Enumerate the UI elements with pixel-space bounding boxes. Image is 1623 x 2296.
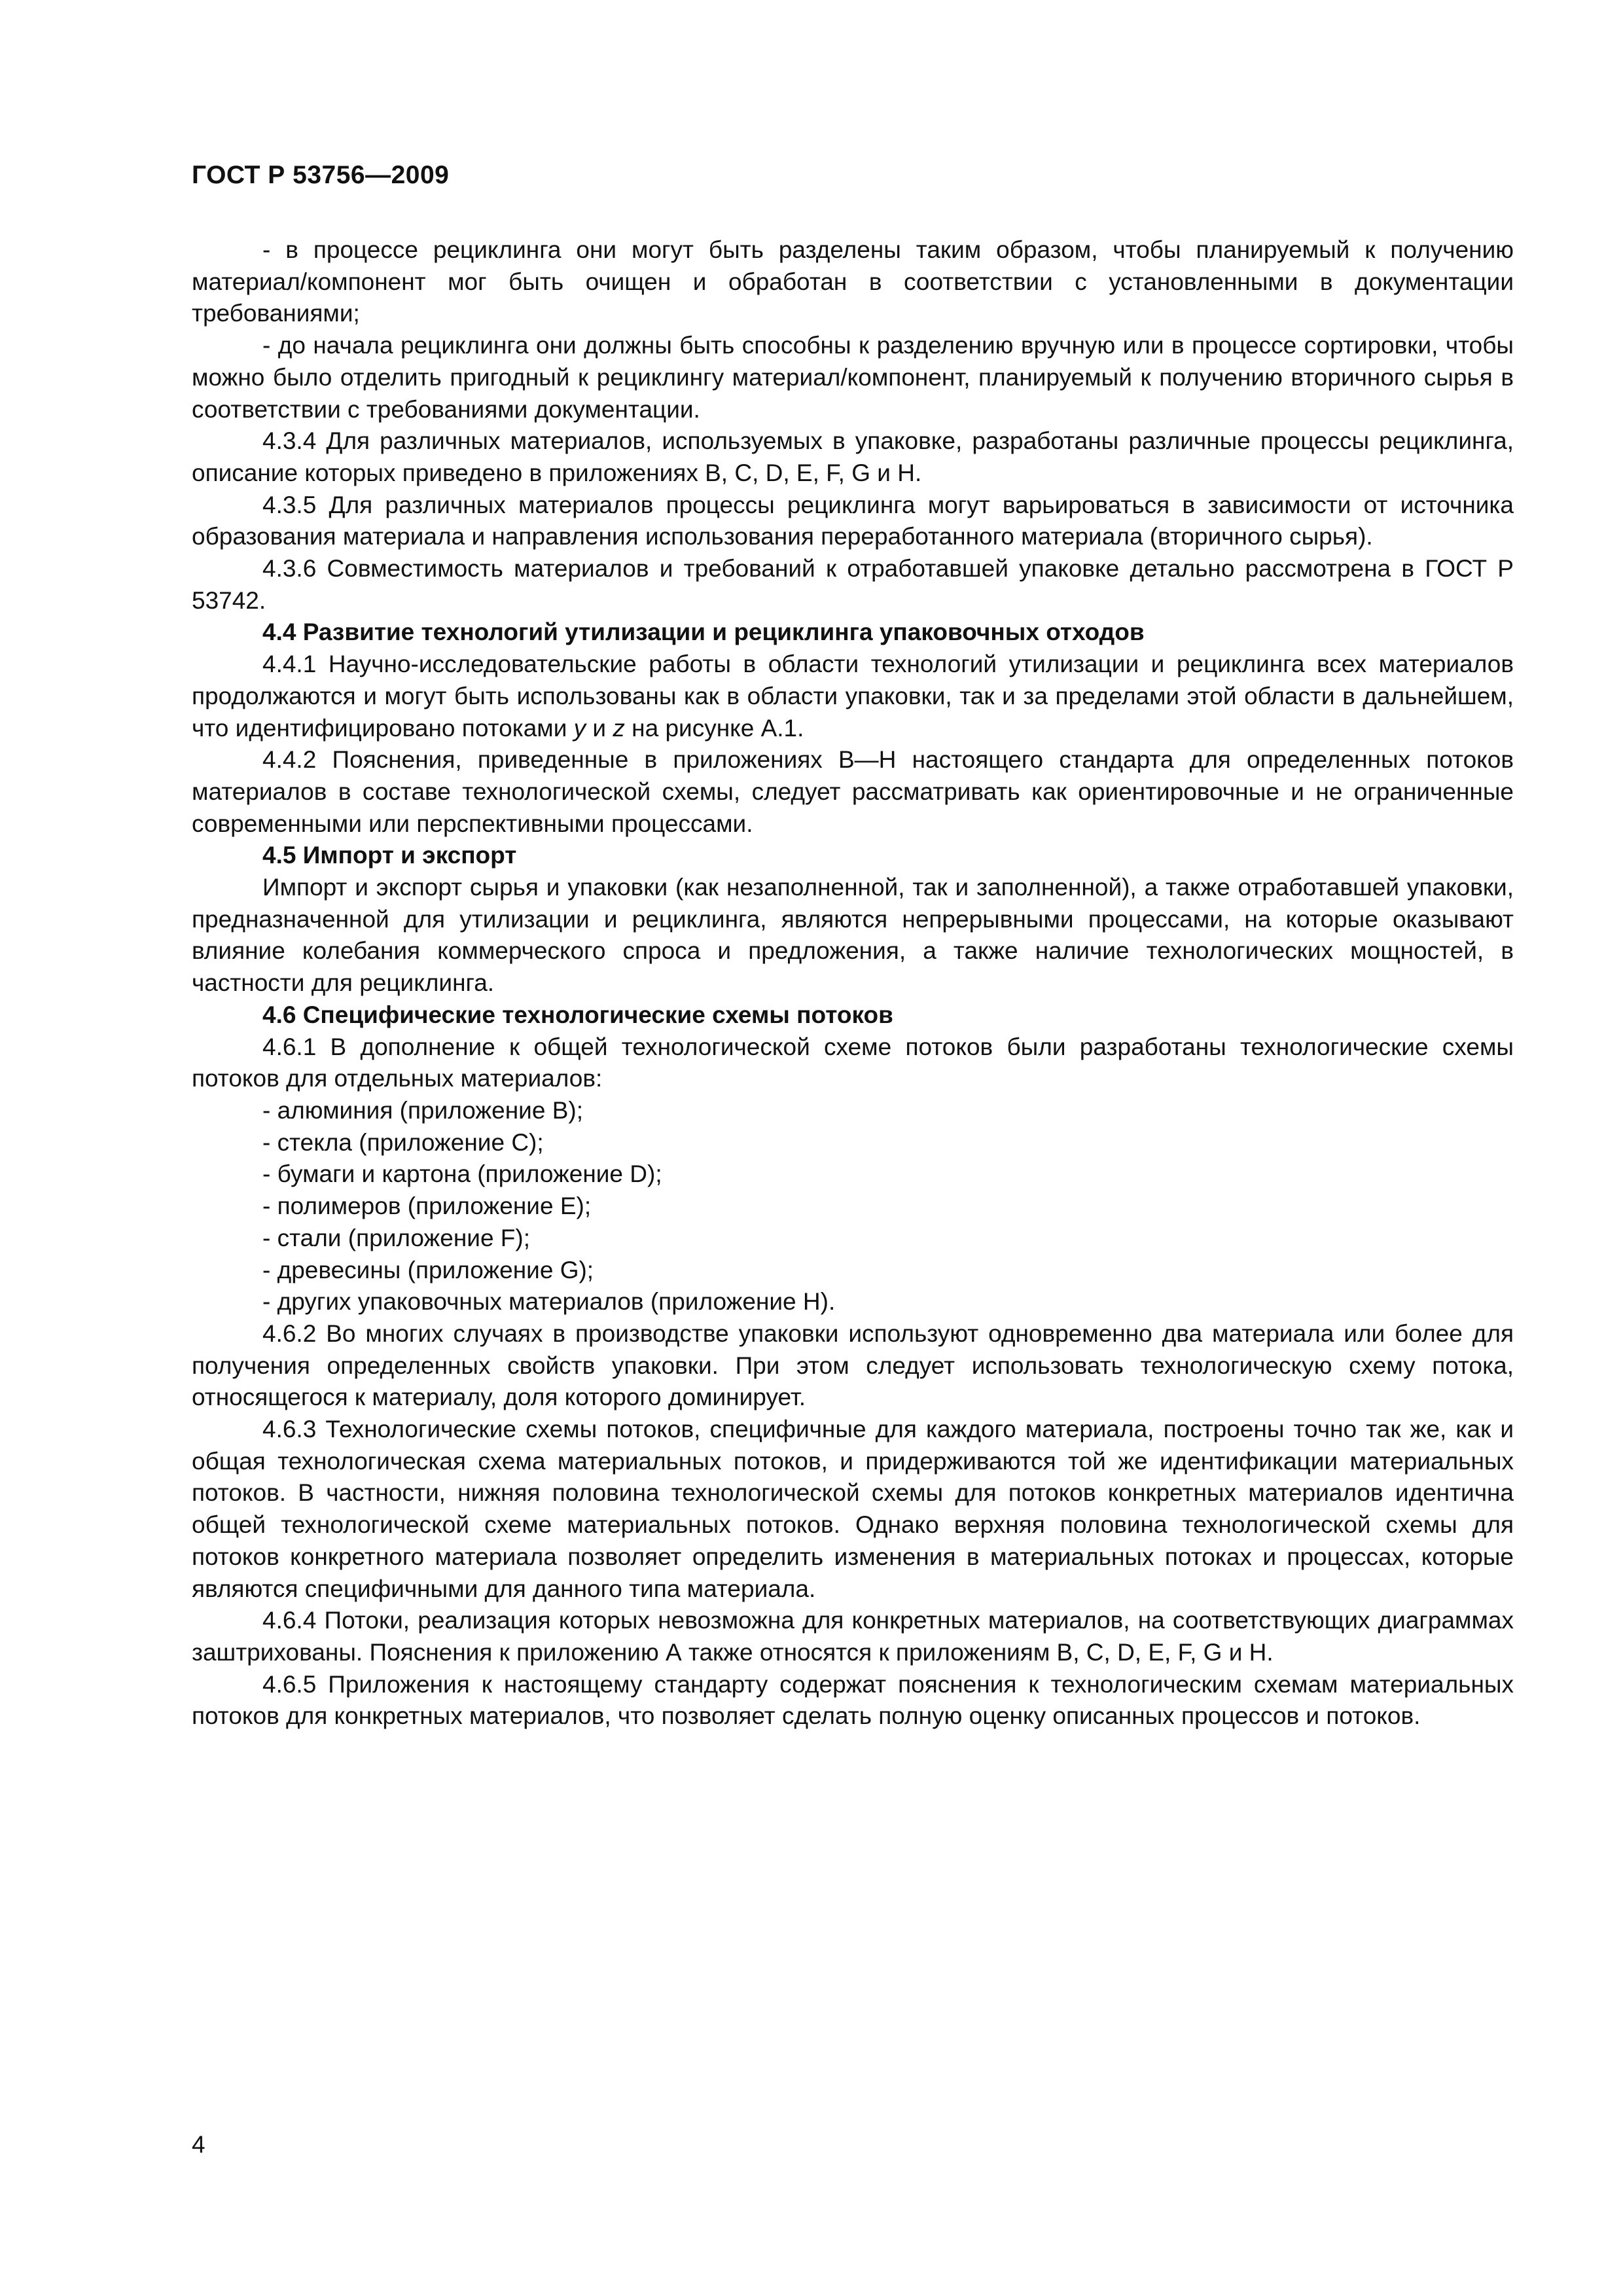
paragraph-4-4-1: [192, 649, 1514, 744]
paragraph-4-4-2: 4.4.2 Пояснения, приведенные в приложениях В—Н настоящего стандарта для определенных потоков материалов в составе технологической схемы, следует рассматривать как ориентировочные и не ограниченные современными или перспективными процессами.: [192, 746, 1514, 837]
list-item: - древесины (приложение G);: [192, 1255, 1514, 1287]
list-item: - других упаковочных материалов (приложение Н).: [192, 1286, 1514, 1318]
list-item: - бумаги и картона (приложение D);: [192, 1158, 1514, 1191]
list-item: - стекла (приложение С);: [192, 1127, 1514, 1159]
paragraph-4-4-1-text-a: 4.4.1 Научно-исследовательские работы в области технологий утилизации и рециклинга всех материалов продолжаются и могут быть использованы как в области упаковки, так и за пределами этой области в дальнейшем, что идентифицировано потоками: [192, 651, 1514, 742]
section-heading-4-4: 4.4 Развитие технологий утилизации и рециклинга упаковочных отходов: [262, 619, 1145, 646]
paragraph-4-5: Импорт и экспорт сырья и упаковки (как незаполненной, так и заполненной), а также отработавшей упаковки, предназначенной для утилизации и рециклинга, являются непрерывными процессами, на которые оказывают влияние колебания коммерческого спроса и предложения, а также наличие технологических мощностей, в частности для рециклинга.: [192, 874, 1514, 997]
paragraph-bullet-2: - до начала рециклинга они должны быть способны к разделению вручную или в процессе сортировки, чтобы можно было отделить пригодный к рециклингу материал/компонент, планируемый к получению вторичного сырья в соответствии с требованиями документации.: [192, 332, 1514, 423]
paragraph-4-6-3: 4.6.3 Технологические схемы потоков, специфичные для каждого материала, построены точно так же, как и общая технологическая схема материальных потоков, и придерживаются той же идентификации материальных потоков. В частности, нижняя половина технологической схемы для потоков конкретных материалов идентична общей технологической схеме материальных потоков. Однако верхняя половина технологической схемы для потоков конкретного материала позволяет определить изменения в материальных потоках и процессах, которые являются специфичными для данного типа материала.: [192, 1416, 1514, 1602]
paragraph-4-3-6: 4.3.6 Совместимость материалов и требований к отработавшей упаковке детально рассмотрена в ГОСТ Р 53742.: [192, 555, 1514, 614]
list-item: - стали (приложение F);: [192, 1223, 1514, 1255]
document-header: ГОСТ Р 53756—2009: [192, 161, 450, 189]
list-item: - полимеров (приложение Е);: [192, 1191, 1514, 1223]
paragraph-4-3-4: 4.3.4 Для различных материалов, используемых в упаковке, разработаны различные процессы рециклинга, описание которых приведено в приложениях В, С, D, Е, F, G и Н.: [192, 427, 1514, 486]
paragraph-bullet-1: - в процессе рециклинга они могут быть разделены таким образом, чтобы планируемый к получению материал/компонент мог быть очищен и обработан в соответствии с установленными в документации требованиями;: [192, 236, 1514, 327]
paragraph-4-4-1-conj: и: [586, 714, 613, 742]
section-heading-4-6: 4.6 Специфические технологические схемы потоков: [262, 1001, 893, 1028]
list-item: - алюминия (приложение В);: [192, 1095, 1514, 1127]
paragraph-4-4-1-text-b: на рисунке А.1.: [624, 714, 804, 742]
materials-list: [192, 1095, 1514, 1318]
document-body: [192, 234, 1514, 1732]
paragraph-4-6-5: 4.6.5 Приложения к настоящему стандарту содержат пояснения к технологическим схемам материальных потоков для конкретных материалов, что позволяет сделать полную оценку описанных процессов и потоков.: [192, 1670, 1514, 1730]
paragraph-4-6-1: 4.6.1 В дополнение к общей технологической схеме потоков были разработаны технологические схемы потоков для отдельных материалов:: [192, 1033, 1514, 1092]
flow-z-label: z: [613, 714, 625, 742]
paragraph-4-3-5: 4.3.5 Для различных материалов процессы рециклинга могут варьироваться в зависимости от источника образования материала и направления использования переработанного материала (вторичного сырья).: [192, 491, 1514, 550]
paragraph-4-6-4: 4.6.4 Потоки, реализация которых невозможна для конкретных материалов, на соответствующих диаграммах заштрихованы. Пояснения к приложению А также относятся к приложениям В, С, D, Е, F, G и Н.: [192, 1607, 1514, 1666]
flow-y-label: y: [573, 714, 586, 742]
section-heading-4-5: 4.5 Импорт и экспорт: [262, 842, 517, 869]
paragraph-4-6-2: 4.6.2 Во многих случаях в производстве упаковки используют одновременно два материала или более для получения определенных свойств упаковки. При этом следует использовать технологическую схему потока, относящегося к материалу, доля которого доминирует.: [192, 1319, 1514, 1411]
page-number: 4: [192, 2131, 205, 2158]
